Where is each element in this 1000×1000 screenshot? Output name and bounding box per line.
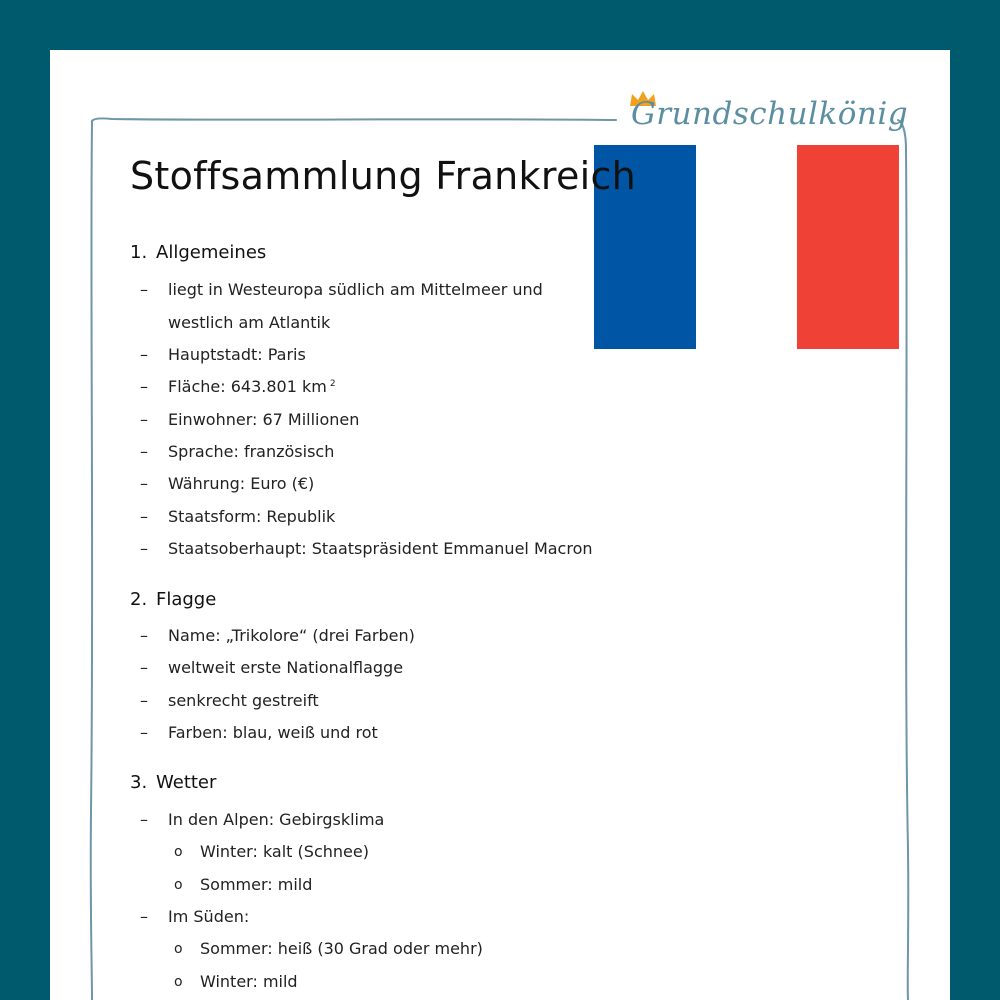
list-item-text: Währung: Euro (€) bbox=[168, 474, 315, 493]
list-item bbox=[140, 474, 315, 493]
section-heading-allgemeines bbox=[130, 242, 266, 263]
list-item-text: In den Alpen: Gebirgsklima bbox=[168, 810, 385, 829]
dash-marker: – bbox=[140, 507, 148, 526]
circle-marker: o bbox=[174, 941, 183, 957]
section-heading-flagge bbox=[130, 589, 216, 610]
list-item-text: Im Süden: bbox=[168, 907, 250, 926]
circle-marker: o bbox=[174, 974, 183, 990]
dash-marker: – bbox=[140, 539, 148, 558]
flag-stripe-red bbox=[797, 145, 899, 349]
list-item-text: weltweit erste Nationalflagge bbox=[168, 658, 404, 677]
sub-list-item bbox=[174, 875, 313, 894]
list-item bbox=[140, 723, 378, 742]
circle-marker: o bbox=[174, 877, 183, 893]
list-item-text: Sommer: heiß (30 Grad oder mehr) bbox=[200, 939, 483, 958]
circle-marker: o bbox=[174, 844, 183, 860]
list-item-text: Fläche: 643.801 km bbox=[168, 377, 327, 396]
worksheet-page bbox=[50, 50, 950, 1000]
france-flag bbox=[594, 145, 899, 349]
list-item bbox=[140, 442, 335, 461]
section-number: 3. bbox=[130, 772, 148, 793]
dash-marker: – bbox=[140, 691, 148, 710]
dash-marker: – bbox=[140, 280, 148, 299]
dash-marker: – bbox=[140, 723, 148, 742]
dash-marker: – bbox=[140, 907, 148, 926]
grundschulkoenig-logo bbox=[628, 90, 918, 146]
list-item-text: Sommer: mild bbox=[200, 875, 313, 894]
list-item-text: Farben: blau, weiß und rot bbox=[168, 723, 378, 742]
list-item bbox=[140, 658, 404, 677]
dash-marker: – bbox=[140, 658, 148, 677]
logo-wordmark: Grundschulkönig bbox=[631, 96, 909, 132]
list-item-text: Staatsform: Republik bbox=[168, 507, 336, 526]
sub-list-item bbox=[174, 972, 298, 991]
section-number: 1. bbox=[130, 242, 148, 263]
list-item bbox=[140, 691, 319, 710]
list-item bbox=[140, 377, 336, 396]
flag-stripe-white bbox=[696, 145, 798, 349]
list-item bbox=[140, 410, 360, 429]
section-heading-wetter bbox=[130, 772, 216, 793]
dash-marker: – bbox=[140, 626, 148, 645]
dash-marker: – bbox=[140, 345, 148, 364]
list-item-text: Hauptstadt: Paris bbox=[168, 345, 306, 364]
dash-marker: – bbox=[140, 377, 148, 396]
list-item-text: Sprache: französisch bbox=[168, 442, 335, 461]
dash-marker: – bbox=[140, 442, 148, 461]
list-item-text: Einwohner: 67 Millionen bbox=[168, 410, 360, 429]
page-title: Stoffsammlung Frankreich bbox=[130, 154, 637, 198]
list-item-continuation: westlich am Atlantik bbox=[168, 313, 331, 332]
sub-list-item bbox=[174, 939, 483, 958]
section-number: 2. bbox=[130, 589, 148, 610]
list-item bbox=[140, 539, 593, 558]
list-item bbox=[140, 280, 543, 299]
list-item-text: Staatsoberhaupt: Staatspräsident Emmanuel Macron bbox=[168, 539, 593, 558]
list-item-text: Winter: kalt (Schnee) bbox=[200, 842, 369, 861]
dash-marker: – bbox=[140, 810, 148, 829]
dash-marker: – bbox=[140, 474, 148, 493]
list-item bbox=[140, 907, 250, 926]
list-item bbox=[140, 507, 336, 526]
dash-marker: – bbox=[140, 410, 148, 429]
sub-list-item bbox=[174, 842, 369, 861]
list-item bbox=[140, 810, 385, 829]
list-item-text: senkrecht gestreift bbox=[168, 691, 319, 710]
list-item bbox=[140, 626, 415, 645]
superscript: 2 bbox=[329, 378, 336, 389]
section-title: Flagge bbox=[156, 589, 217, 610]
list-item-text: Name: „Trikolore“ (drei Farben) bbox=[168, 626, 415, 645]
list-item bbox=[140, 345, 306, 364]
section-title: Allgemeines bbox=[156, 242, 267, 263]
list-item-text: liegt in Westeuropa südlich am Mittelmeer und bbox=[168, 280, 543, 299]
section-title: Wetter bbox=[156, 772, 217, 793]
list-item-text: Winter: mild bbox=[200, 972, 298, 991]
